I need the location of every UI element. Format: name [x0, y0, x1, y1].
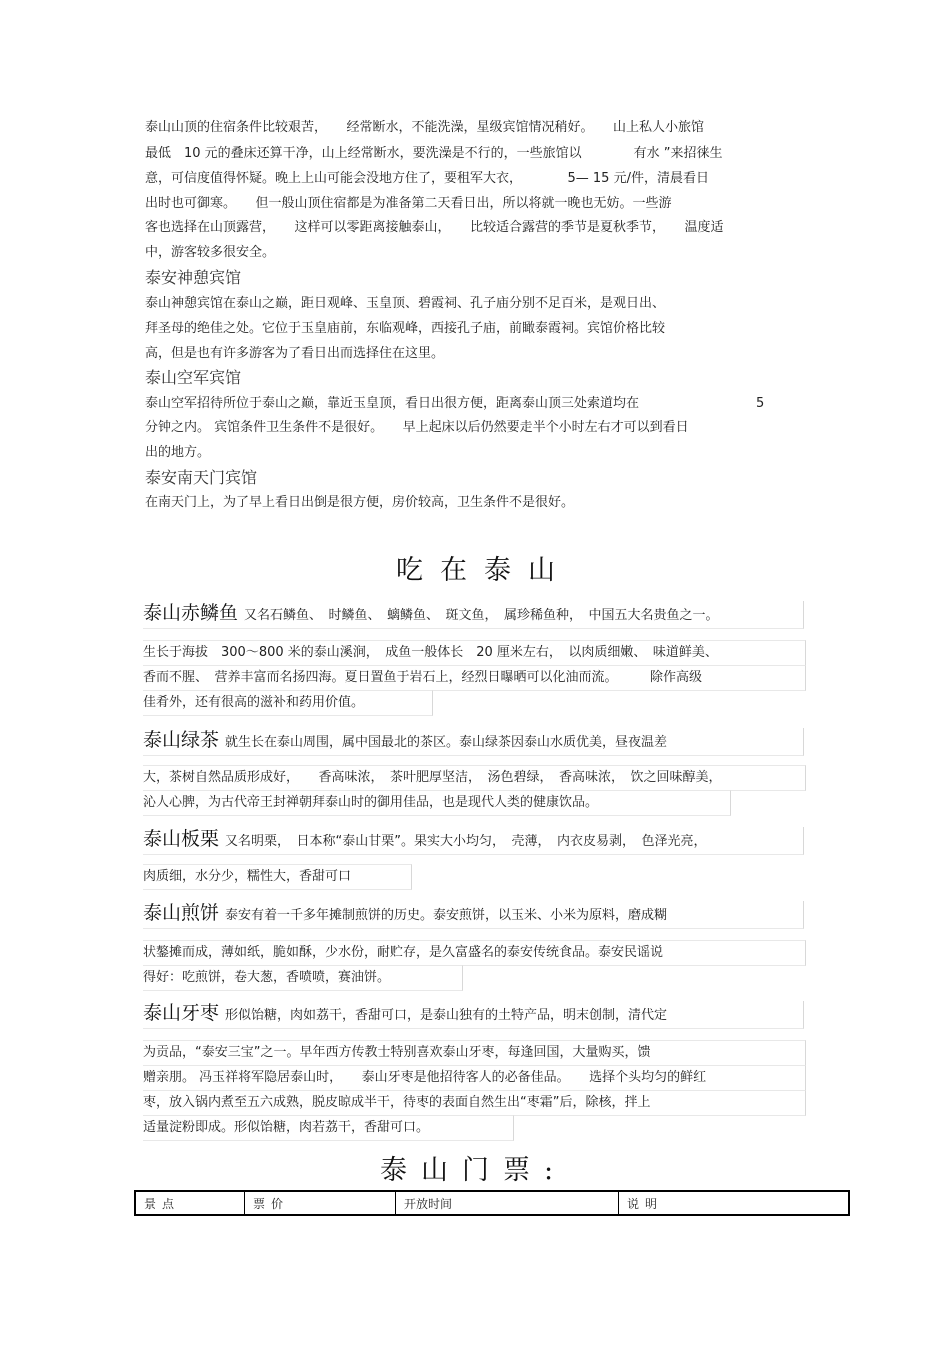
food-item-text: 又名明栗， 日本称“泰山甘栗”。果实大小均匀， 壳薄， 内衣皮易剥， 色泽光亮，	[225, 834, 707, 849]
food-item-name: 泰山煎饼	[143, 902, 220, 924]
food-section-title: 吃在泰山	[396, 555, 572, 586]
food-item-text: 又名石鳞鱼、 时鳞鱼、 螭鳞鱼、 斑文鱼， 属珍稀鱼种， 中国五大名贵鱼之一。	[244, 608, 719, 623]
paragraph-line: 分钟之内。 宾馆条件卫生条件不是很好。 早上起床以后仍然要走半个小时左右才可以到看日	[145, 420, 689, 435]
food-item-line: 佳肴外，还有很高的滋补和药用价值。	[143, 690, 433, 716]
food-item-name: 泰山板栗	[143, 828, 220, 850]
paragraph-line: 在南天门上，为了早上看日出倒是很方便，房价较高，卫生条件不是很好。	[145, 495, 575, 510]
food-item-line: 香而不腥、 营养丰富而名扬四海。夏日置鱼于岩石上，经烈日曝晒可以化油而流。 除作高级	[143, 665, 806, 691]
food-item-text: 形似饴糖，肉如荔干，香甜可口，是泰山独有的土特产品，明末创制，清代定	[225, 1008, 668, 1023]
hotel-heading: 泰安南天门宾馆	[145, 468, 258, 487]
food-item-line: 适量淀粉即成。形似饴糖，肉若荔干，香甜可口。	[143, 1115, 514, 1141]
food-item-line: 状鏊摊而成，薄如纸，脆如酥，少水份，耐贮存，是久富盛名的泰安传统食品。泰安民谣说	[143, 940, 806, 966]
table-header-cell: 景点	[135, 1191, 245, 1215]
food-item-name: 泰山牙枣	[143, 1002, 220, 1024]
ticket-table	[134, 1190, 850, 1216]
food-item-name: 泰山绿茶	[143, 729, 220, 751]
tickets-section-title: 泰山门票:	[380, 1155, 568, 1186]
food-item-name: 泰山赤鳞鱼	[143, 602, 239, 624]
food-item-line: 肉质细，水分少，糯性大，香甜可口	[143, 864, 412, 890]
paragraph-line: 出时也可御寒。 但一般山顶住宿都是为准备第二天看日出，所以将就一晚也无妨。一些游	[145, 196, 672, 211]
paragraph-line: 高，但是也有许多游客为了看日出而选择住在这里。	[145, 346, 445, 361]
food-item-line: 生长于海拔 300～800 米的泰山溪涧， 成鱼一般体长 20 厘米左右， 以肉质细嫩、 味道鲜美、	[143, 640, 806, 666]
hotel-heading: 泰安神憩宾馆	[145, 268, 242, 287]
food-item-text: 就生长在泰山周围，属中国最北的茶区。泰山绿茶因泰山水质优美，昼夜温差	[225, 735, 668, 750]
table-header-cell: 开放时间	[396, 1191, 619, 1215]
paragraph-line: 泰山神憩宾馆在泰山之巅，距日观峰、玉皇顶、碧霞祠、孔子庙分别不足百米，是观日出、	[145, 296, 666, 311]
food-item-first-line	[143, 728, 804, 756]
paragraph-line: 泰山空军招待所位于泰山之巅，靠近玉皇顶，看日出很方便，距离泰山顶三处索道均在 5	[145, 396, 765, 411]
food-item-line: 赠亲朋。 冯玉祥将军隐居泰山时， 泰山牙枣是他招待客人的必备佳品。 选择个头均匀的鲜红	[143, 1065, 806, 1091]
table-header-cell: 说明	[619, 1191, 850, 1215]
food-item-first-line	[143, 827, 804, 855]
table-header-row	[135, 1191, 849, 1215]
paragraph-line: 拜圣母的绝佳之处。它位于玉皇庙前，东临观峰，西接孔子庙，前瞰泰霞祠。宾馆价格比较	[145, 321, 666, 336]
food-item-line: 沁人心脾，为古代帝王封禅朝拜泰山时的御用佳品，也是现代人类的健康饮品。	[143, 790, 731, 816]
food-item-first-line	[143, 901, 804, 929]
paragraph-line: 最低 10 元的叠床还算干净，山上经常断水，要洗澡是不行的，一些旅馆以 有水 ”来招徕生	[145, 146, 723, 161]
food-item-line: 枣，放入锅内煮至五六成熟，脱皮晾成半干，待枣的表面自然生出“枣霜”后，除核，拌上	[143, 1090, 806, 1116]
paragraph-line: 中，游客较多很安全。	[145, 245, 276, 260]
food-item-first-line	[143, 601, 804, 629]
paragraph-line: 意，可信度值得怀疑。晚上上山可能会没地方住了，要租军大衣， 5— 15 元/件，清晨看日	[145, 171, 709, 186]
food-item-text: 泰安有着一千多年摊制煎饼的历史。泰安煎饼，以玉米、小米为原料，磨成糊	[225, 908, 668, 923]
table-header-cell: 票价	[245, 1191, 396, 1215]
food-item-line: 得好：吃煎饼，卷大葱，香喷喷，赛油饼。	[143, 965, 463, 991]
paragraph-line: 泰山山顶的住宿条件比较艰苦， 经常断水，不能洗澡，星级宾馆情况稍好。 山上私人小旅馆	[145, 120, 705, 135]
paragraph-line: 客也选择在山顶露营， 这样可以零距离接触泰山， 比较适合露营的季节是夏秋季节， 温度适	[145, 220, 724, 235]
food-item-line: 为贡品，“泰安三宝”之一。早年西方传教士特别喜欢泰山牙枣，每逢回国，大量购买，馈	[143, 1040, 806, 1066]
food-item-first-line	[143, 1001, 804, 1029]
food-item-line: 大，茶树自然品质形成好， 香高味浓， 茶叶肥厚坚洁， 汤色碧绿， 香高味浓， 饮之回味醇美，	[143, 765, 806, 791]
hotel-heading: 泰山空军宾馆	[145, 368, 242, 387]
paragraph-line: 出的地方。	[145, 445, 211, 460]
